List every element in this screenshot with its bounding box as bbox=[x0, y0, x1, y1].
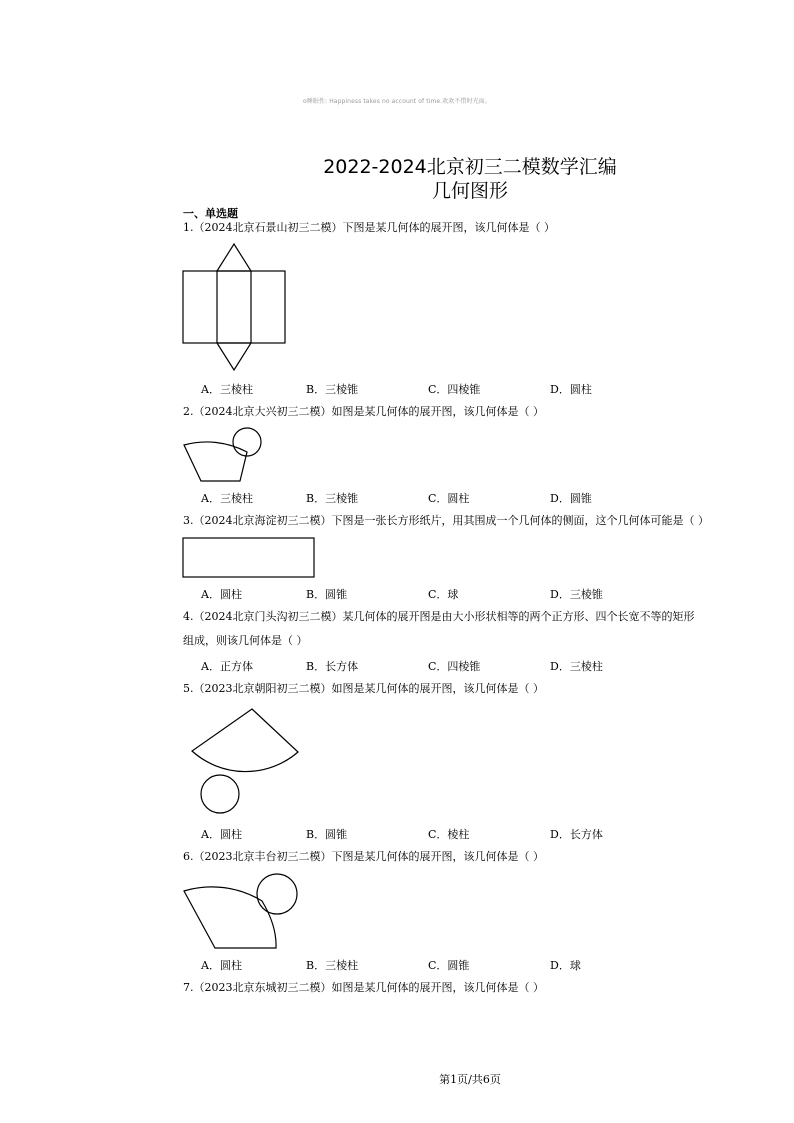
question-5-option-a[interactable]: A．圆柱 bbox=[201, 828, 242, 841]
question-4-option-a[interactable]: A．正方体 bbox=[201, 660, 253, 673]
question-1-option-b[interactable]: B．三棱锥 bbox=[306, 383, 359, 396]
question-3-option-d[interactable]: D．三棱锥 bbox=[550, 588, 603, 601]
q3-rectangle-paper bbox=[183, 538, 314, 577]
question-2-figure bbox=[182, 426, 266, 484]
question-3-option-b[interactable]: B．圆锥 bbox=[306, 588, 348, 601]
question-1-text: 1.（2024北京石景山初三二模）下图是某几何体的展开图，该几何体是（ ） bbox=[183, 221, 555, 234]
question-3-option-c[interactable]: C．球 bbox=[428, 588, 459, 601]
question-2-option-b[interactable]: B．三棱锥 bbox=[306, 492, 359, 505]
question-2-option-c[interactable]: C．圆柱 bbox=[428, 492, 470, 505]
section-heading: 一、单选题 bbox=[183, 207, 238, 220]
question-5-option-c[interactable]: C．棱柱 bbox=[428, 828, 470, 841]
question-4-text-line-2: 组成，则该几何体是（ ） bbox=[183, 634, 308, 647]
question-6-figure bbox=[182, 871, 302, 951]
page-footer: 第1页/共6页 bbox=[439, 1073, 501, 1086]
question-4-option-c[interactable]: C．四棱锥 bbox=[428, 660, 481, 673]
question-1-option-d[interactable]: D．圆柱 bbox=[550, 383, 592, 396]
question-6-option-c[interactable]: C．圆锥 bbox=[428, 959, 470, 972]
question-5-text: 5.（2023北京朝阳初三二模）如图是某几何体的展开图，该几何体是（ ） bbox=[183, 682, 544, 695]
q1-rectangle-strip bbox=[183, 271, 285, 343]
q6-sector bbox=[184, 887, 276, 948]
document-subtitle: 几何图形 bbox=[431, 180, 508, 202]
question-6-option-a[interactable]: A．圆柱 bbox=[201, 959, 242, 972]
q1-top-triangle bbox=[217, 244, 251, 271]
question-4-option-b[interactable]: B．长方体 bbox=[306, 660, 359, 673]
question-5-figure bbox=[186, 706, 302, 816]
question-1-option-a[interactable]: A．三棱柱 bbox=[201, 383, 253, 396]
q2-sector bbox=[184, 442, 247, 481]
document-title: 2022-2024北京初三二模数学汇编 bbox=[323, 156, 617, 178]
question-1-figure bbox=[182, 243, 288, 373]
q5-sector bbox=[192, 709, 298, 772]
q1-bottom-triangle bbox=[217, 343, 251, 370]
question-6-option-b[interactable]: B．三棱柱 bbox=[306, 959, 359, 972]
question-2-option-a[interactable]: A．三棱柱 bbox=[201, 492, 253, 505]
question-5-option-d[interactable]: D．长方体 bbox=[550, 828, 603, 841]
question-6-text: 6.（2023北京丰台初三二模）下图是某几何体的展开图，该几何体是（ ） bbox=[183, 850, 544, 863]
header-watermark: o睡眠性: Happiness takes no account of time.欢欢不惜时光面。 bbox=[303, 98, 491, 105]
question-3-option-a[interactable]: A．圆柱 bbox=[201, 588, 242, 601]
question-3-figure bbox=[182, 537, 316, 579]
question-4-text-line-1: 4.（2024北京门头沟初三二模）某几何体的展开图是由大小形状相等的两个正方形、四个长宽不等的矩形 bbox=[183, 610, 695, 623]
question-2-text: 2.（2024北京大兴初三二模）如图是某几何体的展开图，该几何体是（ ） bbox=[183, 405, 544, 418]
question-1-option-c[interactable]: C．四棱锥 bbox=[428, 383, 481, 396]
question-6-option-d[interactable]: D．球 bbox=[550, 959, 581, 972]
q5-circle bbox=[201, 775, 239, 813]
q6-circle bbox=[257, 874, 297, 914]
question-7-text: 7.（2023北京东城初三二模）如图是某几何体的展开图，该几何体是（ ） bbox=[183, 981, 544, 994]
question-3-text: 3.（2024北京海淀初三二模）下图是一张长方形纸片，用其围成一个几何体的侧面，这个几何体可能是（ ） bbox=[183, 514, 709, 527]
question-2-option-d[interactable]: D．圆锥 bbox=[550, 492, 592, 505]
question-4-option-d[interactable]: D．三棱柱 bbox=[550, 660, 603, 673]
question-5-option-b[interactable]: B．圆锥 bbox=[306, 828, 348, 841]
